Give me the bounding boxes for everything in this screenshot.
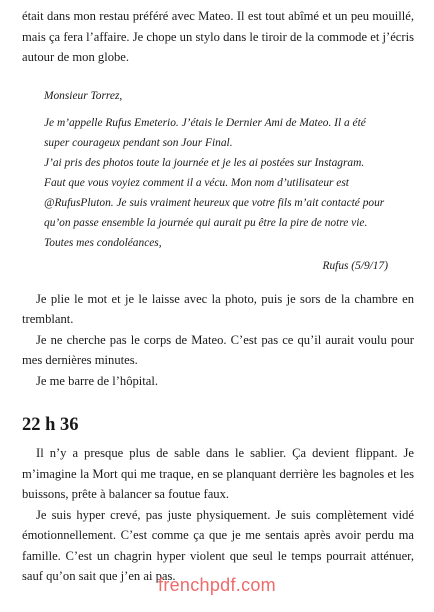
- after-letter-text: [22, 289, 414, 392]
- letter-block: [44, 86, 388, 276]
- opening-paragraph: était dans mon restau préféré avec Mateo. Il est tout abîmé et un peu mouillé, mais ça fera l’affaire. Je chope un stylo dans le tiroir de la commode et j’écris autour de mon globe.: [22, 9, 414, 64]
- letter-signature: Rufus (5/9/17): [322, 259, 388, 272]
- paragraph: Je plie le mot et je le laisse avec la photo, puis je sors de la chambre en tremblant.: [22, 291, 414, 326]
- watermark-text: frenchpdf.com: [158, 575, 276, 595]
- letter-paragraph: Je m’appelle Rufus Emeterio. J’étais le Dernier Ami de Mateo. Il a été super courageux pendant son Jour Final.: [44, 116, 366, 149]
- letter-closing: Toutes mes condoléances,: [44, 236, 162, 249]
- letter-paragraph: J’ai pris des photos toute la journée et je les ai postées sur Instagram. Faut que vous voyiez comment il a vécu. Mon nom d’utilisateur est @RufusPluton. Je suis vraiment heureux que votre fils m’ait contacté pour qu’on passe ensemble la journée qui aurait pu être la pire de notre vie.: [44, 156, 385, 229]
- paragraph: Je suis hyper crevé, pas juste physiquement. Je suis complètement vidé émotionnellement. C’est comme ça que je me sentais après avoir perdu ma famille. C’est un chagrin hyper violent que seul le temps pourrait atténuer, sauf qu’on sait que j’en ai pas.: [22, 507, 414, 583]
- letter-salutation: Monsieur Torrez,: [44, 89, 123, 102]
- paragraph: Je me barre de l’hôpital.: [36, 373, 159, 388]
- book-page: [22, 6, 414, 587]
- paragraph: Je ne cherche pas le corps de Mateo. C’est pas ce qu’il aurait voulu pour mes dernières minutes.: [22, 332, 414, 367]
- paragraph: Il n’y a presque plus de sable dans le sablier. Ça devient flippant. Je m’imagine la Mort qui me traque, en se planquant derrière les bagnoles et les buissons, prête à balancer sa foutue faux.: [22, 446, 414, 501]
- section-heading: 22 h 36: [22, 415, 79, 435]
